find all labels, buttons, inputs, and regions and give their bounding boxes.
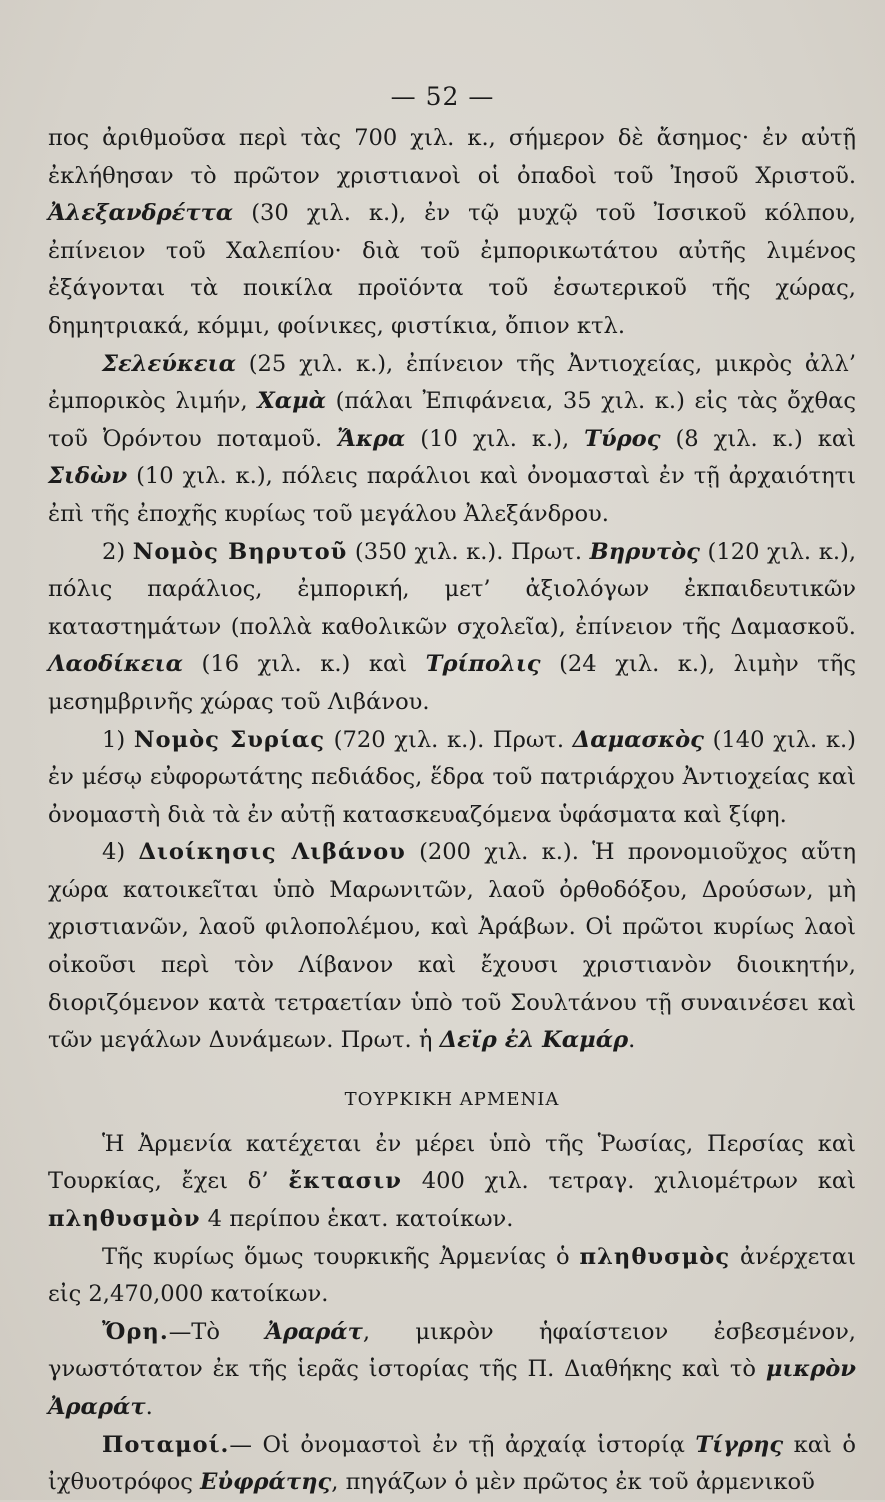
paragraph-syria-cities-1: πος ἀριθμοῦσα περὶ τὰς 700 χιλ. κ., σήμερον δὲ ἄσημος· ἐν αὐτῇ ἐκλήθησαν τὸ πρῶτον χριστιανοὶ οἱ ὀπαδοὶ τοῦ Ἰησοῦ Χριστοῦ. Ἀλεξανδρέττα (30 χιλ. κ.), ἐν τῷ μυχῷ τοῦ Ἰσσικοῦ κόλπου, ἐπίνειον τοῦ Χαλεπίου· διὰ τοῦ ἐμπορικωτάτου αὐτῆς λιμένος ἐξάγονται τὰ ποικίλα προϊόντα τοῦ ἐσωτερικοῦ τῆς χώρας, δημητριακά, κόμμι, φοίνικες, φιστίκια, ὄπιον κτλ. <box>48 125 856 339</box>
paragraph-lebanon-administration: 4) Διοίκησις Λιβάνου (200 χιλ. κ.). Ἡ προνομιοῦχος αὕτη χώρα κατοικεῖται ὑπὸ Μαρωνιτῶν, λαοῦ ὀρθοδόξου, Δρούσων, μὴ χριστιανῶν, λαοῦ φιλοπολέμου, καὶ Ἀράβων. Οἱ πρῶτοι κυρίως λαοὶ οἰκοῦσι περὶ τὸν Λίβανον καὶ ἔχουσι χριστιανὸν διοικητήν, διοριζόμενον κατὰ τετραετίαν ὑπὸ τοῦ Σουλτάνου τῇ συναινέσει καὶ τῶν μεγάλων Δυνάμεων. Πρωτ. ἡ Δεϊρ ἐλ Καμάρ. <box>48 839 856 1054</box>
place-deir-el-qamar: Δεϊρ ἐλ Καμάρ <box>439 1027 629 1054</box>
paragraph-beirut-province: 2) Νομὸς Βηρυτοῦ (350 χιλ. κ.). Πρωτ. Βηρυτὸς (120 χιλ. κ.), πόλις παράλιος, ἐμπορική, μετ’ ἀξιολόγων ἐκπαιδευτικῶν καταστημάτων (πολλὰ καθολικῶν σχολεῖα), ἐπίνειον τῆς Δαμασκοῦ. Λαοδίκεια (16 χιλ. κ.) καὶ Τρίπολις (24 χιλ. κ.), λιμὴν τῆς μεσημβρινῆς χώρας τοῦ Λιβάνου. <box>48 538 856 715</box>
paragraph-syria-cities-2: Σελεύκεια (25 χιλ. κ.), ἐπίνειον τῆς Ἀντιοχείας, μικρὸς ἀλλ’ ἐμπορικὸς λιμήν, Χαμὰ (πάλαι Ἐπιφάνεια, 35 χιλ. κ.) εἰς τὰς ὄχθας τοῦ Ὀρόντου ποταμοῦ. Ἄκρα (10 χιλ. κ.), Τύρος (8 χιλ. κ.) καὶ Σιδὼν (10 χιλ. κ.), πόλεις παράλιοι καὶ ὀνομασταὶ ἐν τῇ ἀρχαιότητι ἐπὶ τῆς ἐποχῆς κυρίως τοῦ μεγάλου Ἀλεξάνδρου. <box>48 350 856 527</box>
place-tyre: Τύρος <box>584 425 661 452</box>
place-alexandretta: Ἀλεξανδρέττα <box>48 200 234 227</box>
heading-beirut-province: Νομὸς Βηρυτοῦ <box>132 538 348 565</box>
place-little-ararat: μικρὸν Ἀραράτ <box>48 1356 856 1420</box>
text-body <box>48 120 856 1502</box>
place-sidon: Σιδὼν <box>48 463 128 490</box>
heading-lebanon-administration: Διοίκησις Λιβάνου <box>138 839 406 866</box>
place-seleucia: Σελεύκεια <box>102 350 236 377</box>
section-heading-turkish-armenia: ΤΟΥΡΚΙΚΗ ΑΡΜΕΝΙΑ <box>344 1088 560 1110</box>
heading-mountains: Ὄρη. <box>102 1318 169 1345</box>
place-euphrates: Εὐφράτης <box>200 1469 332 1496</box>
paragraph-rivers: Ποταμοί.— Οἱ ὀνομαστοὶ ἐν τῇ ἀρχαίᾳ ἱστορίᾳ Τίγρης καὶ ὁ ἰχθυοτρόφος Εὐφράτης, πηγάζων ὁ μὲν πρῶτος ἐκ τοῦ ἀρμενικοῦ <box>48 1431 856 1496</box>
place-ararat: Ἀραράτ <box>265 1318 363 1345</box>
place-acre: Ἄκρα <box>337 425 406 452</box>
term-population: πληθυσμὸν <box>48 1206 201 1233</box>
term-population-2: πληθυσμὸς <box>579 1243 731 1270</box>
place-laodicea: Λαοδίκεια <box>48 651 183 678</box>
place-tripoli: Τρίπολις <box>425 651 541 678</box>
heading-rivers: Ποταμοί. <box>102 1431 230 1458</box>
paragraph-mountains: Ὄρη.—Τὸ Ἀραράτ, μικρὸν ἡφαίστειον ἐσβεσμένον, γνωστότατον ἐκ τῆς ἱερᾶς ἱστορίας τῆς Π. Διαθήκης καὶ τὸ μικρὸν Ἀραράτ. <box>48 1318 856 1420</box>
place-tigris: Τίγρης <box>695 1431 784 1458</box>
paragraph-armenia-area: Ἡ Ἀρμενία κατέχεται ἐν μέρει ὑπὸ τῆς Ῥωσίας, Περσίας καὶ Τουρκίας, ἔχει δ’ ἔκτασιν 400 χιλ. τετραγ. χιλιομέτρων καὶ πληθυσμὸν 4 περίπου ἑκατ. κατοίκων. <box>48 1130 856 1233</box>
place-damascus: Δαμασκὸς <box>572 726 704 753</box>
page-number: — 52 — <box>390 82 495 111</box>
place-hama: Χαμὰ <box>257 388 327 415</box>
paragraph-syria-province: 1) Νομὸς Συρίας (720 χιλ. κ.). Πρωτ. Δαμασκὸς (140 χιλ. κ.) ἐν μέσῳ εὐφορωτάτης πεδιάδος, ἕδρα τοῦ πατριάρχου Ἀντιοχείας καὶ ὀνομαστὴ διὰ τὰ ἐν αὐτῇ κατασκευαζόμενα ὑφάσματα καὶ ξίφη. <box>48 726 856 828</box>
term-area: ἔκτασιν <box>288 1168 402 1195</box>
paragraph-armenia-population: Τῆς κυρίως ὅμως τουρκικῆς Ἀρμενίας ὁ πληθυσμὸς ἀνέρχεται εἰς 2,470,000 κατοίκων. <box>48 1243 856 1308</box>
place-beirut: Βηρυτὸς <box>589 538 700 565</box>
heading-syria-province: Νομὸς Συρίας <box>133 726 326 753</box>
